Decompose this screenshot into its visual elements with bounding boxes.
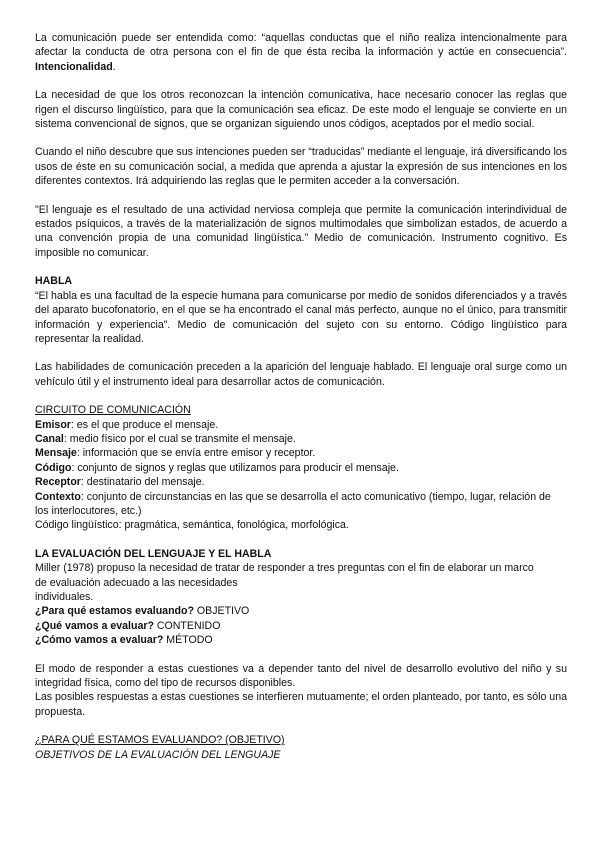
intro-p1-bold: Intencionalidad	[35, 60, 113, 73]
circuito-def: : es el que produce el mensaje.	[70, 418, 219, 431]
circuito-term: Canal	[35, 432, 64, 445]
circuito-term: Mensaje	[35, 447, 77, 460]
intro-p1-text: La comunicación puede ser entendida como: “aquellas conductas que el niño realiza intencionalmente para afectar la conducta de otra persona con el fin de que ésta reciba la información y actúe en consecuencia”.	[35, 32, 567, 59]
circuito-item	[35, 418, 567, 432]
circuito-term: Contexto	[35, 490, 81, 503]
intro-paragraph-1	[35, 31, 567, 74]
circuito-item	[35, 432, 567, 446]
objetivo-heading: ¿PARA QUÉ ESTAMOS EVALUANDO? (OBJETIVO)	[35, 734, 285, 747]
intro-paragraph-2: La necesidad de que los otros reconozcan la intención comunicativa, hace necesario conocer las reglas que rigen el discurso lingüístico, para que la comunicación sea eficaz. De este modo el lenguaje se convierte en un sistema convencional de signos, que se organizan siguiendo unos códigos, aceptados por el medio social.	[35, 89, 567, 131]
question-answer: MÉTODO	[163, 634, 213, 647]
evaluacion-heading: LA EVALUACIÓN DEL LENGUAJE Y EL HABLA	[35, 547, 272, 560]
circuito-term: Código	[35, 461, 72, 474]
evaluacion-paragraph-1	[35, 561, 567, 604]
evaluacion-p1-line: Miller (1978) propuso la necesidad de tratar de responder a tres preguntas con el fin de elaborar un marco	[35, 562, 534, 575]
intro-paragraph-3: Cuando el niño descubre que sus intenciones pueden ser “traducidas” mediante el lenguaje, irá diversificando los usos de éste en su comunicación social, a medida que aprenda a ajustar la expresión de sus intenciones en los diferentes contextos. Irá adquiriendo las reglas que le permiten acceder a la conversación.	[35, 146, 567, 188]
circuito-term: Emisor	[35, 418, 71, 431]
question-metodo	[35, 633, 567, 647]
habla-paragraph-1: “El habla es una facultad de la especie humana para comunicarse por medio de sonidos diferenciados y a través del aparato bucofonatorio, en el que se ha encontrado el canal más perfecto, aunque no el único, para transmitir información y experiencia”. Medio de comunicación del sujeto con su entorno. Código lingüístico para representar la realidad.	[35, 289, 567, 345]
question-objetivo	[35, 604, 567, 618]
evaluacion-p1-line: individuales.	[35, 591, 94, 603]
question-answer: CONTENIDO	[153, 619, 221, 632]
objetivo-subheading: OBJETIVOS DE LA EVALUACIÓN DEL LENGUAJE	[35, 748, 281, 761]
circuito-heading: CIRCUITO DE COMUNICACIÓN	[35, 404, 191, 417]
circuito-def: : conjunto de circunstancias en las que se desarrolla el acto comunicativo (tiempo, lugar, relación de los interlocutores, etc.)	[35, 490, 551, 517]
circuito-item	[35, 461, 567, 475]
circuito-def: : información que se envía entre emisor y receptor.	[76, 447, 316, 460]
question-text: ¿Para qué estamos evaluando?	[35, 605, 194, 618]
question-answer: OBJETIVO	[193, 605, 250, 618]
habla-heading: HABLA	[35, 275, 73, 288]
question-text: ¿Cómo vamos a evaluar?	[35, 634, 164, 647]
circuito-item	[35, 446, 567, 460]
habla-paragraph-2: Las habilidades de comunicación preceden a la aparición del lenguaje hablado. El lenguaje oral surge como un vehículo útil y el instrumento ideal para desarrollar actos de comunicación.	[35, 361, 567, 388]
intro-paragraph-4: "El lenguaje es el resultado de una actividad nerviosa compleja que permite la comunicación interindividual de estados psíquicos, a través de la materialización de signos multimodales que simbolizan estados, de acuerdo a una convención propia de una comunidad lingüística." Medio de comunicación. Instrumento cognitivo. Es imposible no comunicar.	[35, 203, 567, 259]
circuito-list	[35, 418, 567, 533]
question-contenido	[35, 619, 567, 633]
circuito-item	[35, 490, 567, 519]
circuito-term: Receptor	[35, 476, 81, 489]
circuito-def: : medio físico por el cual se transmite el mensaje.	[63, 432, 296, 445]
circuito-item	[35, 475, 567, 489]
evaluacion-paragraph-2: El modo de responder a estas cuestiones va a depender tanto del nivel de desarrollo evolutivo del niño y su integridad física, como del tipo de recursos disponibles.	[35, 662, 567, 690]
intro-p1-end: .	[112, 60, 116, 73]
evaluacion-p1-line: de evaluación adecuado a las necesidades	[35, 576, 238, 589]
codigo-linguistico-line: Código lingüístico: pragmática, semántica, fonológica, morfológica.	[35, 519, 349, 532]
evaluacion-paragraph-3: Las posibles respuestas a estas cuestiones se interfieren mutuamente; el orden planteado, por tanto, es sólo una propuesta.	[35, 691, 567, 718]
circuito-def: : destinatario del mensaje.	[80, 476, 205, 489]
question-text: ¿Qué vamos a evaluar?	[35, 619, 154, 632]
circuito-def: : conjunto de signos y reglas que utilizamos para producir el mensaje.	[71, 461, 399, 474]
